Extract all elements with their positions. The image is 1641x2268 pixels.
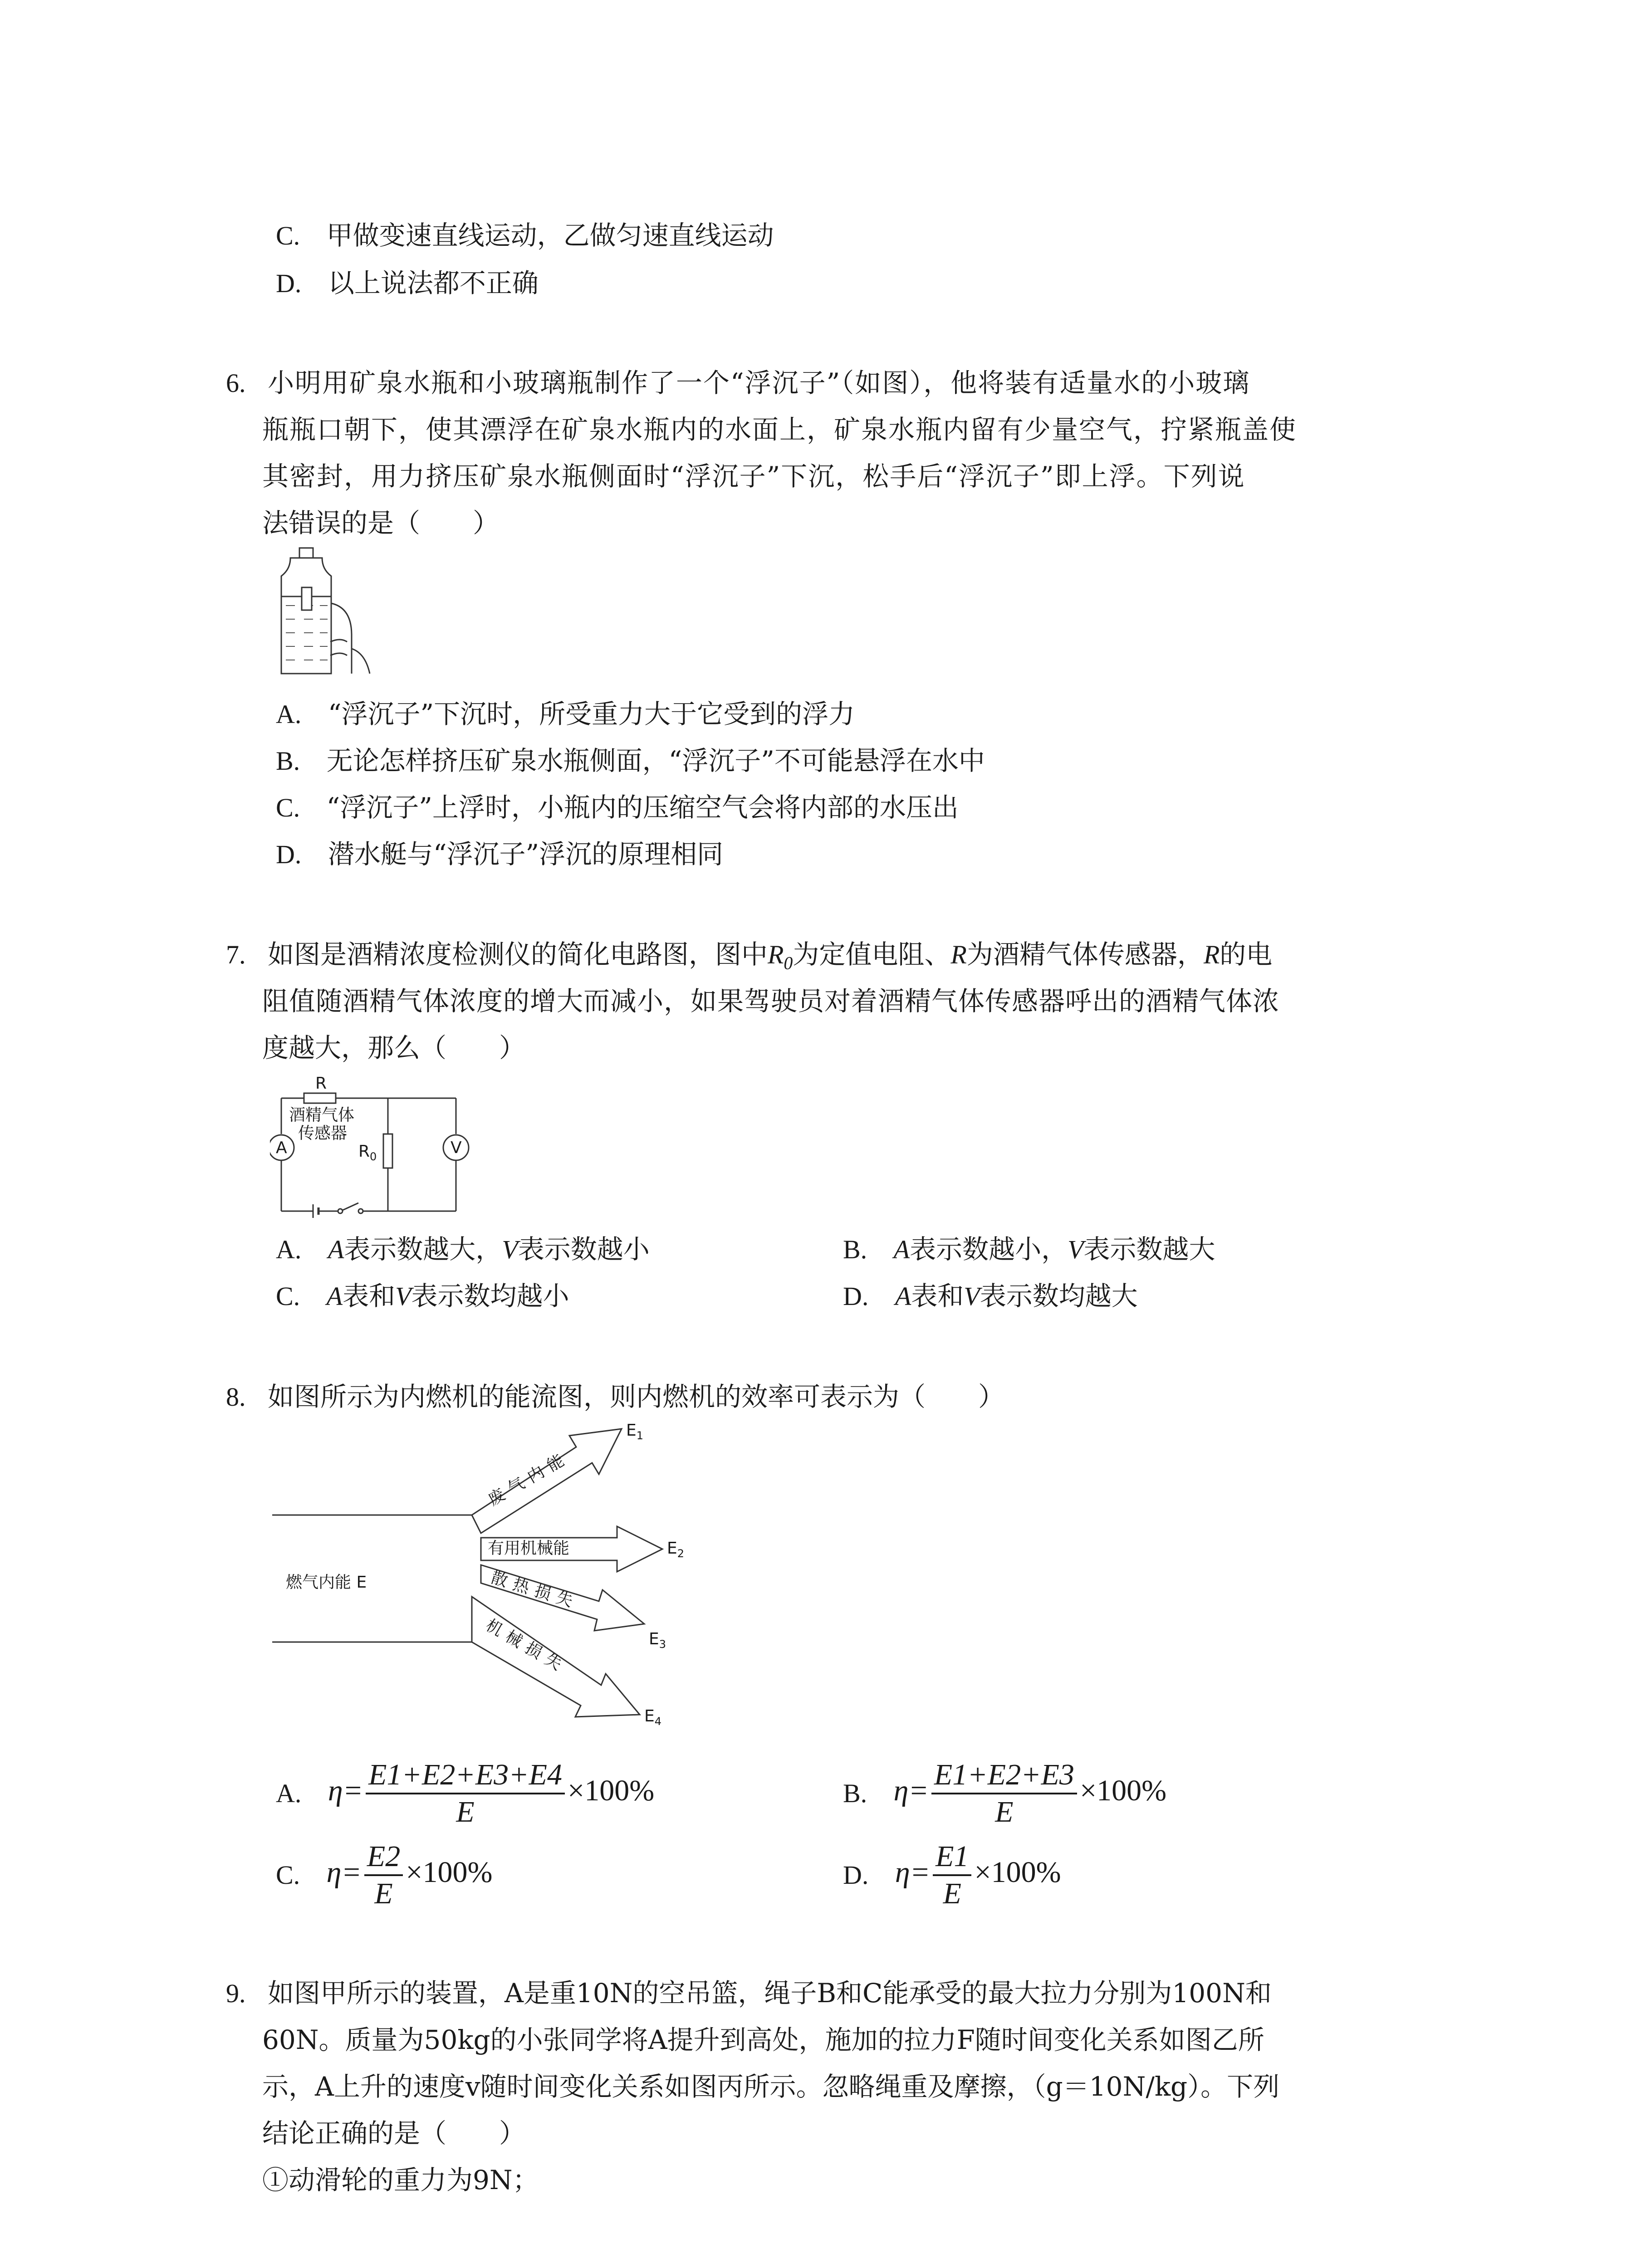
q7-option-c: C. A表和V表示数均越小 — [276, 1281, 569, 1311]
alcohol-circuit-diagram — [270, 1075, 479, 1225]
q9-stem-line-2: 60N。质量为50kg的小张同学将A提升到高处，施加的拉力F随时间变化关系如图乙所 — [262, 2024, 1264, 2055]
q9-stem-line-1: 9. 如图甲所示的装置，A是重10N的空吊篮，绳子B和C能承受的最大拉力分别为100N和 — [226, 1978, 1272, 2009]
q7-option-a: A. A表示数越大，V表示数越小 — [276, 1234, 650, 1265]
q6-option-c: C. “浮沉子”上浮时，小瓶内的压缩空气会将内部的水压出 — [276, 792, 959, 823]
fig-e4: $E_4$ — [644, 1707, 662, 1728]
q6-option-a: A. “浮沉子”下沉时，所受重力大于它受到的浮力 — [276, 699, 855, 729]
fig-e3-label: 散热损失 — [489, 1568, 581, 1613]
q8-option-b: B. η= $\frac{E1+E2+E3}{E}$ ×100% — [843, 1758, 1167, 1828]
fig-input-label: 燃气内能 E — [286, 1573, 367, 1592]
q7-stem-line-3: 度越大，那么（ ） — [262, 1032, 526, 1063]
fig-e1-label: 废气内能 — [485, 1448, 573, 1510]
q8-option-c: C. η= $\frac{E2}{E}$ ×100% — [276, 1840, 493, 1910]
q9-stem-line-4: 结论正确的是（ ） — [262, 2118, 526, 2149]
q6-stem-line-2: 瓶瓶口朝下，使其漂浮在矿泉水瓶内的水面上，矿泉水瓶内留有少量空气，拧紧瓶盖使 — [262, 414, 1297, 445]
fig-e3: $E_3$ — [649, 1630, 666, 1651]
q6-option-d: D. 潜水艇与“浮沉子”浮沉的原理相同 — [276, 839, 724, 870]
bottle-diver-figure — [272, 544, 381, 680]
q5-option-d: D. 以上说法都不正确 — [276, 268, 539, 298]
q6-stem-line-4: 法错误的是（ ） — [262, 508, 500, 538]
q9-stem-line-3: 示，A上升的速度v随时间变化关系如图丙所示。忽略绳重及摩擦，（g＝10N/kg）。下列 — [262, 2071, 1280, 2102]
switch-icon — [343, 1203, 358, 1210]
q8-option-a: A. η= $\frac{E1+E2+E3+E4}{E}$ ×100% — [276, 1758, 655, 1828]
fig-sensor-line-1: 酒精气体 — [289, 1106, 355, 1124]
fig-r-label: R — [315, 1075, 327, 1093]
r0-resistor — [383, 1134, 392, 1168]
q5-option-c: C. 甲做变速直线运动，乙做匀速直线运动 — [276, 220, 774, 251]
q9-statement-1: ①动滑轮的重力为9N； — [262, 2165, 539, 2195]
fig-e4-label: 机械损失 — [482, 1616, 571, 1677]
svg-text:V: V — [451, 1139, 462, 1157]
q8-option-d: D. η= $\frac{E1}{E}$ ×100% — [843, 1840, 1061, 1910]
fig-sensor-line-2: 传感器 — [298, 1124, 348, 1143]
q7-stem-line-1: 7. 如图是酒精浓度检测仪的简化电路图，图中$R_0$为定值电阻、R为酒精气体传感器，R的电 — [226, 939, 1273, 973]
fig-e2-label: 有用机械能 — [488, 1539, 570, 1558]
svg-text:A: A — [276, 1139, 287, 1157]
fig-e2: $E_2$ — [667, 1539, 685, 1560]
arrow-e1 — [472, 1429, 622, 1533]
q7-stem-line-2: 阻值随酒精气体浓度的增大而减小，如果驾驶员对着酒精气体传感器呼出的酒精气体浓 — [262, 986, 1280, 1017]
energy-flow-diagram — [268, 1415, 721, 1733]
fig-r0-label: $R_0$ — [358, 1142, 377, 1163]
q8-stem: 8. 如图所示为内燃机的能流图，则内燃机的效率可表示为（ ） — [226, 1381, 1004, 1412]
q6-stem-line-1: 6. 小明用矿泉水瓶和小玻璃瓶制作了一个“浮沉子”（如图），他将装有适量水的小玻璃 — [226, 367, 1250, 398]
q6-stem-line-3: 其密封，用力挤压矿泉水瓶侧面时“浮沉子”下沉，松手后“浮沉子”即上浮。下列说 — [262, 461, 1245, 492]
sensor-resistor — [304, 1093, 336, 1103]
fig-e1: $E_1$ — [626, 1421, 644, 1442]
q7-option-d: D. A表和V表示数均越大 — [843, 1281, 1138, 1311]
q7-option-b: B. A表示数越小，V表示数越大 — [843, 1234, 1215, 1265]
q6-option-b: B. 无论怎样挤压矿泉水瓶侧面，“浮沉子”不可能悬浮在水中 — [276, 745, 985, 776]
